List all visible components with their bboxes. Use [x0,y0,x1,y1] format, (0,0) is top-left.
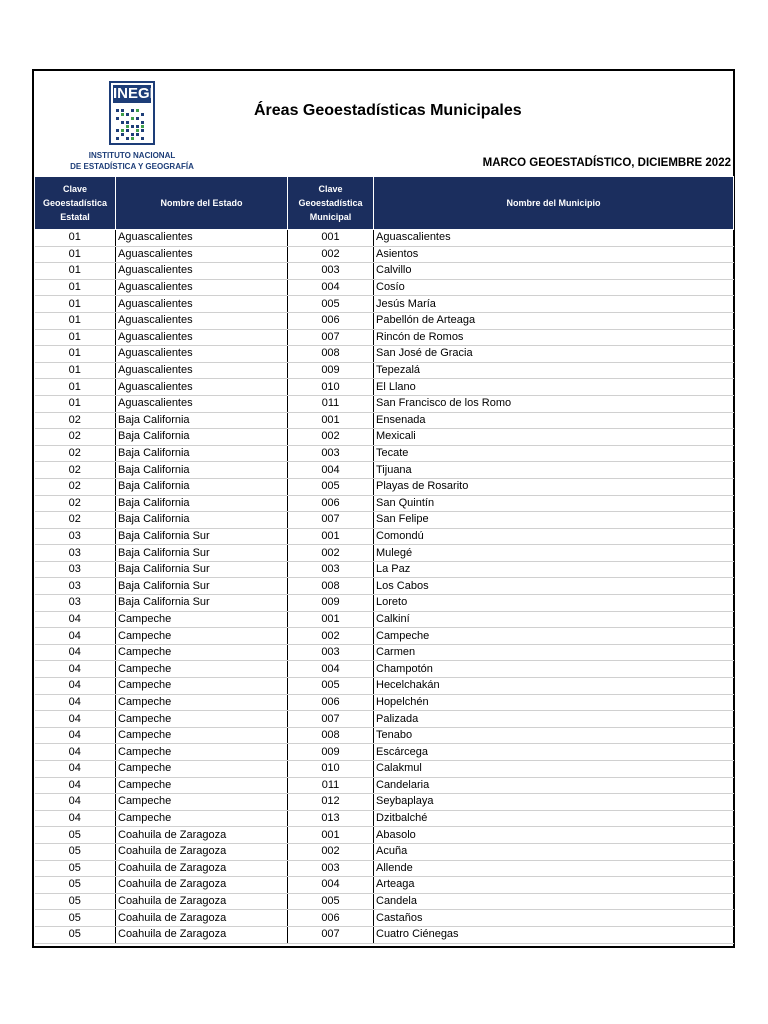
estado-cell: Campeche [116,727,288,744]
table-row [35,893,734,910]
page-subtitle: MARCO GEOESTADÍSTICO, DICIEMBRE 2022 [482,157,731,169]
clave-estatal-cell: 04 [35,628,116,645]
municipio-cell: Tijuana [374,462,734,479]
table-row [35,561,734,578]
municipio-cell: Mulegé [374,545,734,562]
municipio-cell: San Felipe [374,512,734,529]
clave-estatal-cell: 01 [35,312,116,329]
clave-estatal-cell: 01 [35,346,116,363]
clave-municipal-cell: 007 [288,512,374,529]
table-row [35,279,734,296]
municipio-cell: Campeche [374,628,734,645]
municipio-cell: San Francisco de los Romo [374,395,734,412]
clave-estatal-cell: 04 [35,727,116,744]
inegi-logo [52,79,212,173]
clave-municipal-cell: 009 [288,744,374,761]
clave-municipal-cell: 007 [288,711,374,728]
municipio-cell: San Quintín [374,495,734,512]
clave-municipal-cell: 010 [288,761,374,778]
municipio-cell: Calakmul [374,761,734,778]
municipio-cell: Seybaplaya [374,794,734,811]
clave-municipal-cell: 004 [288,279,374,296]
municipio-cell: San José de Gracia [374,346,734,363]
table-row [35,794,734,811]
clave-estatal-cell: 02 [35,512,116,529]
column-header-clave-estatal: Clave Geoestadística Estatal [35,177,116,230]
clave-estatal-cell: 01 [35,362,116,379]
estado-cell: Campeche [116,761,288,778]
estado-cell: Baja California [116,462,288,479]
clave-municipal-cell: 003 [288,561,374,578]
clave-municipal-cell: 007 [288,329,374,346]
municipio-cell: Hecelchakán [374,678,734,695]
estado-cell: Aguascalientes [116,246,288,263]
table-row [35,246,734,263]
clave-municipal-cell: 013 [288,810,374,827]
clave-municipal-cell: 008 [288,578,374,595]
municipio-cell: Los Cabos [374,578,734,595]
clave-municipal-cell: 001 [288,611,374,628]
table-row [35,777,734,794]
table-row [35,877,734,894]
clave-estatal-cell: 02 [35,445,116,462]
estado-cell: Baja California [116,512,288,529]
table-row [35,711,734,728]
municipios-table [34,176,734,944]
clave-estatal-cell: 01 [35,329,116,346]
municipio-cell: Palizada [374,711,734,728]
table-row [35,462,734,479]
estado-cell: Coahuila de Zaragoza [116,827,288,844]
municipio-cell: Allende [374,860,734,877]
municipio-cell: Hopelchén [374,694,734,711]
clave-municipal-cell: 001 [288,827,374,844]
estado-cell: Coahuila de Zaragoza [116,893,288,910]
table-row [35,694,734,711]
clave-estatal-cell: 03 [35,545,116,562]
table-row [35,545,734,562]
clave-municipal-cell: 002 [288,628,374,645]
table-row [35,478,734,495]
clave-estatal-cell: 03 [35,561,116,578]
municipio-cell: Tecate [374,445,734,462]
municipio-cell: Arteaga [374,877,734,894]
estado-cell: Baja California [116,445,288,462]
municipio-cell: Dzitbalché [374,810,734,827]
clave-estatal-cell: 04 [35,678,116,695]
table-row [35,412,734,429]
clave-municipal-cell: 008 [288,727,374,744]
estado-cell: Coahuila de Zaragoza [116,910,288,927]
municipio-cell: Pabellón de Arteaga [374,312,734,329]
clave-municipal-cell: 002 [288,429,374,446]
municipio-cell: Calkiní [374,611,734,628]
estado-cell: Campeche [116,794,288,811]
municipio-cell: El Llano [374,379,734,396]
clave-municipal-cell: 006 [288,910,374,927]
clave-estatal-cell: 01 [35,263,116,280]
estado-cell: Campeche [116,661,288,678]
municipio-cell: Cuatro Ciénegas [374,926,734,943]
table-row [35,910,734,927]
clave-estatal-cell: 01 [35,379,116,396]
estado-cell: Baja California [116,478,288,495]
clave-municipal-cell: 005 [288,478,374,495]
clave-municipal-cell: 007 [288,926,374,943]
clave-estatal-cell: 02 [35,495,116,512]
clave-estatal-cell: 04 [35,744,116,761]
municipio-cell: Tepezalá [374,362,734,379]
clave-municipal-cell: 011 [288,777,374,794]
table-row [35,312,734,329]
estado-cell: Aguascalientes [116,379,288,396]
municipio-cell: Tenabo [374,727,734,744]
table-row [35,810,734,827]
table-row [35,744,734,761]
municipio-cell: Escárcega [374,744,734,761]
clave-municipal-cell: 006 [288,694,374,711]
estado-cell: Baja California [116,412,288,429]
municipio-cell: Asientos [374,246,734,263]
estado-cell: Aguascalientes [116,279,288,296]
clave-municipal-cell: 003 [288,644,374,661]
estado-cell: Aguascalientes [116,346,288,363]
clave-estatal-cell: 03 [35,578,116,595]
document-header [34,71,733,176]
estado-cell: Campeche [116,777,288,794]
clave-estatal-cell: 04 [35,794,116,811]
table-row [35,628,734,645]
column-header-nombre-estado: Nombre del Estado [116,177,288,230]
estado-cell: Campeche [116,678,288,695]
municipio-cell: Rincón de Romos [374,329,734,346]
clave-estatal-cell: 04 [35,611,116,628]
table-row [35,395,734,412]
clave-municipal-cell: 002 [288,545,374,562]
table-row [35,263,734,280]
table-row [35,512,734,529]
estado-cell: Baja California Sur [116,578,288,595]
estado-cell: Coahuila de Zaragoza [116,926,288,943]
clave-estatal-cell: 03 [35,595,116,612]
clave-estatal-cell: 05 [35,877,116,894]
clave-estatal-cell: 04 [35,761,116,778]
table-row [35,495,734,512]
table-row [35,429,734,446]
clave-estatal-cell: 01 [35,279,116,296]
clave-municipal-cell: 009 [288,595,374,612]
table-row [35,362,734,379]
estado-cell: Baja California Sur [116,595,288,612]
clave-municipal-cell: 001 [288,412,374,429]
table-row [35,296,734,313]
table-row [35,595,734,612]
clave-municipal-cell: 011 [288,395,374,412]
clave-municipal-cell: 005 [288,678,374,695]
table-row [35,329,734,346]
estado-cell: Aguascalientes [116,230,288,247]
clave-estatal-cell: 04 [35,810,116,827]
page-title: Áreas Geoestadísticas Municipales [254,102,522,119]
estado-cell: Aguascalientes [116,312,288,329]
clave-municipal-cell: 006 [288,495,374,512]
clave-estatal-cell: 05 [35,843,116,860]
municipio-cell: Castaños [374,910,734,927]
municipio-cell: Comondú [374,528,734,545]
municipio-cell: Acuña [374,843,734,860]
column-header-nombre-municipio: Nombre del Municipio [374,177,734,230]
municipio-cell: Cosío [374,279,734,296]
clave-estatal-cell: 05 [35,910,116,927]
estado-cell: Coahuila de Zaragoza [116,877,288,894]
clave-municipal-cell: 003 [288,860,374,877]
clave-municipal-cell: 002 [288,246,374,263]
table-header-row [35,177,734,230]
clave-municipal-cell: 012 [288,794,374,811]
table-row [35,528,734,545]
table-row [35,644,734,661]
estado-cell: Baja California Sur [116,545,288,562]
clave-municipal-cell: 004 [288,877,374,894]
clave-estatal-cell: 01 [35,395,116,412]
municipio-cell: Abasolo [374,827,734,844]
estado-cell: Campeche [116,628,288,645]
clave-estatal-cell: 05 [35,926,116,943]
estado-cell: Aguascalientes [116,329,288,346]
estado-cell: Campeche [116,744,288,761]
municipio-cell: La Paz [374,561,734,578]
clave-municipal-cell: 009 [288,362,374,379]
municipio-cell: Playas de Rosarito [374,478,734,495]
clave-estatal-cell: 02 [35,462,116,479]
estado-cell: Baja California [116,429,288,446]
table-row [35,230,734,247]
document-sheet [32,69,735,948]
estado-cell: Coahuila de Zaragoza [116,843,288,860]
clave-municipal-cell: 003 [288,263,374,280]
municipio-cell: Loreto [374,595,734,612]
clave-estatal-cell: 02 [35,429,116,446]
clave-municipal-cell: 004 [288,462,374,479]
clave-municipal-cell: 005 [288,296,374,313]
estado-cell: Baja California Sur [116,528,288,545]
clave-estatal-cell: 04 [35,777,116,794]
inegi-logo-mark [109,81,155,145]
clave-estatal-cell: 02 [35,478,116,495]
clave-municipal-cell: 001 [288,528,374,545]
logo-text-line1: INSTITUTO NACIONAL [88,151,176,160]
estado-cell: Campeche [116,644,288,661]
table-body [35,230,734,944]
table-row [35,346,734,363]
municipio-cell: Mexicali [374,429,734,446]
clave-municipal-cell: 002 [288,843,374,860]
estado-cell: Campeche [116,810,288,827]
table-row [35,578,734,595]
table-row [35,827,734,844]
estado-cell: Aguascalientes [116,395,288,412]
clave-estatal-cell: 05 [35,827,116,844]
municipio-cell: Calvillo [374,263,734,280]
municipio-cell: Aguascalientes [374,230,734,247]
table-row [35,860,734,877]
clave-estatal-cell: 04 [35,694,116,711]
clave-municipal-cell: 010 [288,379,374,396]
estado-cell: Campeche [116,711,288,728]
municipio-cell: Ensenada [374,412,734,429]
estado-cell: Aguascalientes [116,296,288,313]
clave-estatal-cell: 05 [35,860,116,877]
clave-estatal-cell: 02 [35,412,116,429]
clave-municipal-cell: 006 [288,312,374,329]
table-row [35,661,734,678]
estado-cell: Baja California Sur [116,561,288,578]
municipio-cell: Candela [374,893,734,910]
logo-grid-icon [115,107,149,141]
clave-municipal-cell: 003 [288,445,374,462]
logo-text-line2: DE ESTADÍSTICA Y GEOGRAFÍA [70,162,194,171]
estado-cell: Coahuila de Zaragoza [116,860,288,877]
estado-cell: Aguascalientes [116,263,288,280]
municipio-cell: Jesús María [374,296,734,313]
table-row [35,678,734,695]
table-row [35,843,734,860]
table-row [35,611,734,628]
clave-estatal-cell: 03 [35,528,116,545]
table-row [35,727,734,744]
clave-municipal-cell: 004 [288,661,374,678]
clave-estatal-cell: 05 [35,893,116,910]
column-header-clave-municipal: Clave Geoestadística Municipal [288,177,374,230]
municipio-cell: Candelaria [374,777,734,794]
table-row [35,379,734,396]
clave-municipal-cell: 008 [288,346,374,363]
clave-municipal-cell: 001 [288,230,374,247]
estado-cell: Campeche [116,694,288,711]
estado-cell: Baja California [116,495,288,512]
table-row [35,761,734,778]
clave-estatal-cell: 04 [35,711,116,728]
logo-name: INEGI [113,85,154,102]
table-row [35,445,734,462]
clave-estatal-cell: 04 [35,661,116,678]
municipio-cell: Carmen [374,644,734,661]
clave-estatal-cell: 01 [35,296,116,313]
table-row [35,926,734,943]
clave-estatal-cell: 04 [35,644,116,661]
clave-estatal-cell: 01 [35,230,116,247]
clave-municipal-cell: 005 [288,893,374,910]
municipio-cell: Champotón [374,661,734,678]
estado-cell: Aguascalientes [116,362,288,379]
clave-estatal-cell: 01 [35,246,116,263]
estado-cell: Campeche [116,611,288,628]
